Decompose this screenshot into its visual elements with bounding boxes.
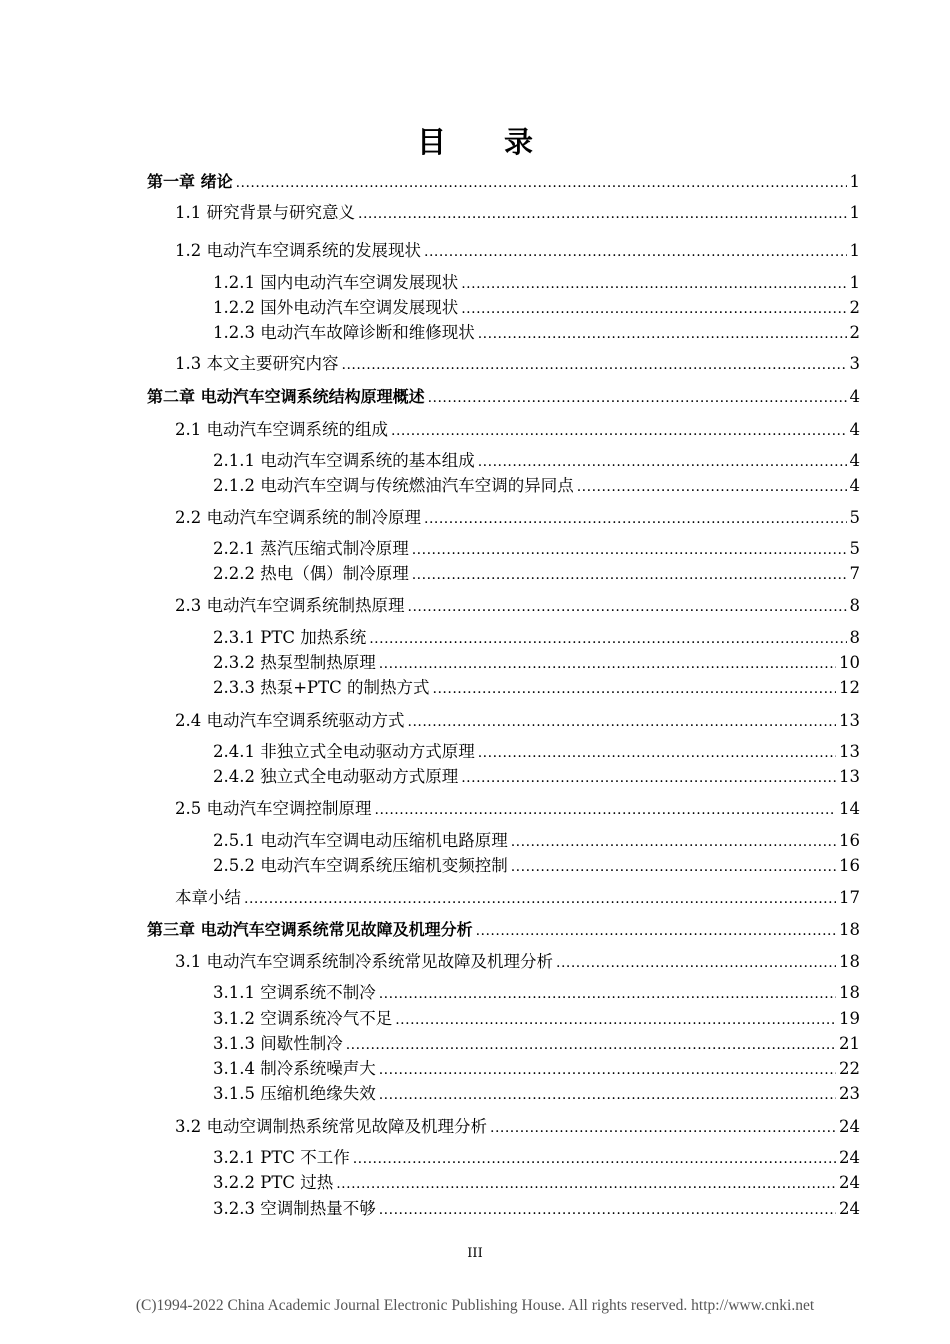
dot-leader	[408, 711, 837, 732]
dot-leader	[478, 323, 847, 344]
toc-entry[interactable]	[175, 799, 860, 820]
toc-label: 2.1.1 电动汽车空调系统的基本组成	[213, 451, 475, 470]
dot-leader	[379, 983, 836, 1004]
toc-entry[interactable]	[175, 203, 860, 224]
dot-leader	[346, 1034, 836, 1055]
toc-label: 2.5.1 电动汽车空调电动压缩机电路原理	[213, 831, 508, 850]
toc-label: 2.1 电动汽车空调系统的组成	[175, 420, 388, 439]
toc-entry[interactable]	[175, 241, 860, 262]
toc-entry[interactable]	[175, 420, 860, 441]
toc-label: 2.2.2 热电（偶）制冷原理	[213, 564, 409, 583]
toc-page-number: 2	[849, 323, 860, 342]
toc-page-number: 4	[849, 451, 860, 470]
toc-page-number: 10	[839, 653, 860, 672]
toc-entry[interactable]	[147, 172, 860, 193]
toc-page-number: 24	[839, 1117, 860, 1136]
toc-label: 2.5.2 电动汽车空调系统压缩机变频控制	[213, 856, 508, 875]
dot-leader	[490, 1117, 836, 1138]
toc-label: 3.1 电动汽车空调系统制冷系统常见故障及机理分析	[175, 952, 553, 971]
toc-page-number: 1	[849, 203, 860, 222]
dot-leader	[379, 653, 836, 674]
dot-leader	[478, 742, 836, 763]
dot-leader	[379, 1199, 836, 1220]
toc-entry[interactable]	[147, 920, 860, 941]
toc-label: 2.2 电动汽车空调系统的制冷原理	[175, 508, 421, 527]
toc-label: 2.4 电动汽车空调系统驱动方式	[175, 711, 405, 730]
toc-label: 3.1.4 制冷系统噪声大	[213, 1059, 376, 1078]
toc-label: 2.2.1 蒸汽压缩式制冷原理	[213, 539, 409, 558]
toc-entry[interactable]	[213, 1009, 860, 1030]
dot-leader	[336, 1173, 836, 1194]
toc-page-number: 19	[839, 1009, 860, 1028]
toc-label: 1.2.2 国外电动汽车空调发展现状	[213, 298, 459, 317]
toc-label: 3.1.5 压缩机绝缘失效	[213, 1084, 376, 1103]
toc-page-number: 14	[839, 799, 860, 818]
toc-label: 本章小结	[175, 888, 241, 907]
dot-leader	[428, 387, 847, 408]
dot-leader	[375, 799, 837, 820]
toc-entry[interactable]	[175, 508, 860, 529]
toc-entry[interactable]	[175, 596, 860, 617]
toc-label: 2.3 电动汽车空调系统制热原理	[175, 596, 405, 615]
toc-entry[interactable]	[213, 1084, 860, 1105]
toc-label: 3.1.2 空调系统冷气不足	[213, 1009, 393, 1028]
toc-page-number: 4	[849, 476, 860, 495]
toc-page-number: 2	[849, 298, 860, 317]
toc-entry[interactable]	[213, 983, 860, 1004]
dot-leader	[476, 920, 836, 941]
dot-leader	[244, 888, 836, 909]
toc-label: 1.3 本文主要研究内容	[175, 354, 339, 373]
dot-leader	[556, 952, 836, 973]
toc-label: 1.1 研究背景与研究意义	[175, 203, 355, 222]
dot-leader	[577, 476, 847, 497]
toc-page-number: 22	[839, 1059, 860, 1078]
toc-label: 2.3.2 热泵型制热原理	[213, 653, 376, 672]
toc-page-number: 7	[849, 564, 860, 583]
toc-page-number: 1	[849, 273, 860, 292]
toc-page-number: 18	[839, 952, 860, 971]
toc-entry[interactable]	[175, 952, 860, 973]
toc-page-number: 13	[839, 742, 860, 761]
toc-label: 2.1.2 电动汽车空调与传统燃油汽车空调的异同点	[213, 476, 574, 495]
toc-label: 3.1.1 空调系统不制冷	[213, 983, 376, 1002]
toc-label: 2.4.2 独立式全电动驱动方式原理	[213, 767, 459, 786]
dot-leader	[511, 856, 836, 877]
toc-page-number: 18	[839, 983, 860, 1002]
toc-page-number: 24	[839, 1199, 860, 1218]
toc-label: 2.3.1 PTC 加热系统	[213, 628, 367, 647]
dot-leader	[353, 1148, 836, 1169]
toc-page-number: 21	[839, 1034, 860, 1053]
toc-entry[interactable]	[213, 323, 860, 344]
toc-label: 3.2.1 PTC 不工作	[213, 1148, 350, 1167]
toc-label: 3.2.2 PTC 过热	[213, 1173, 334, 1192]
toc-entry[interactable]	[213, 539, 860, 560]
toc-page-number: 17	[839, 888, 860, 907]
toc-label: 1.2.1 国内电动汽车空调发展现状	[213, 273, 459, 292]
toc-label: 3.2.3 空调制热量不够	[213, 1199, 376, 1218]
toc-page-number: 13	[839, 711, 860, 730]
toc-entry[interactable]	[213, 856, 860, 877]
toc-page-number: 18	[839, 920, 860, 939]
dot-leader	[433, 678, 836, 699]
toc-page-number: 1	[849, 241, 860, 260]
toc-entry[interactable]	[213, 831, 860, 852]
toc-entry[interactable]	[175, 888, 860, 909]
toc-entry[interactable]	[213, 653, 860, 674]
page-title: 目 录	[416, 125, 558, 159]
toc-entry[interactable]	[147, 387, 860, 408]
dot-leader	[358, 203, 847, 224]
toc-page-number: 24	[839, 1148, 860, 1167]
dot-leader	[461, 273, 846, 294]
toc-entry[interactable]	[213, 476, 860, 497]
toc-label: 第三章 电动汽车空调系统常见故障及机理分析	[147, 920, 473, 939]
toc-label: 2.5 电动汽车空调控制原理	[175, 799, 372, 818]
page-number: III	[467, 1246, 483, 1261]
toc-page-number: 16	[839, 856, 860, 875]
dot-leader	[412, 564, 847, 585]
toc-entry[interactable]	[213, 628, 860, 649]
toc-page-number: 3	[849, 354, 860, 373]
toc-label: 3.1.3 间歇性制冷	[213, 1034, 343, 1053]
toc-page-number: 5	[849, 539, 860, 558]
toc-entry[interactable]	[175, 711, 860, 732]
dot-leader	[379, 1059, 836, 1080]
toc-entry[interactable]	[213, 1034, 860, 1055]
toc-page-number: 1	[849, 172, 860, 191]
toc-entry[interactable]	[213, 1173, 860, 1194]
dot-leader	[461, 298, 846, 319]
toc-entry[interactable]	[213, 273, 860, 294]
toc-page-number: 8	[849, 596, 860, 615]
toc-entry[interactable]	[213, 1059, 860, 1080]
dot-leader	[511, 831, 836, 852]
toc-label: 2.3.3 热泵+PTC 的制热方式	[213, 678, 430, 697]
toc-page-number: 23	[839, 1084, 860, 1103]
toc-page-number: 16	[839, 831, 860, 850]
toc-label: 第二章 电动汽车空调系统结构原理概述	[147, 387, 425, 406]
dot-leader	[379, 1084, 836, 1105]
dot-leader	[408, 596, 847, 617]
toc-label: 第一章 绪论	[147, 172, 233, 191]
dot-leader	[369, 628, 846, 649]
dot-leader	[391, 420, 847, 441]
toc-entry[interactable]	[213, 678, 860, 699]
toc-entry[interactable]	[213, 1199, 860, 1220]
toc-page-number: 13	[839, 767, 860, 786]
dot-leader	[395, 1009, 836, 1030]
toc-entry[interactable]	[213, 1148, 860, 1169]
toc-label: 1.2.3 电动汽车故障诊断和维修现状	[213, 323, 475, 342]
toc-page-number: 12	[839, 678, 860, 697]
dot-leader	[478, 451, 847, 472]
dot-leader	[461, 767, 836, 788]
toc-entry[interactable]	[175, 354, 860, 375]
toc-entry[interactable]	[213, 767, 860, 788]
copyright-notice: (C)1994-2022 China Academic Journal Electronic Publishing House. All rights reserved. http://www.cnki.net	[135, 1297, 815, 1314]
toc-entry[interactable]	[213, 742, 860, 763]
toc-entry[interactable]	[213, 298, 860, 319]
dot-leader	[412, 539, 847, 560]
toc-label: 1.2 电动汽车空调系统的发展现状	[175, 241, 421, 260]
toc-page-number: 8	[849, 628, 860, 647]
toc-page-number: 5	[849, 508, 860, 527]
dot-leader	[424, 508, 847, 529]
toc-entry[interactable]	[213, 451, 860, 472]
toc-page-number: 4	[849, 387, 860, 406]
dot-leader	[236, 172, 847, 193]
toc-entry[interactable]	[213, 564, 860, 585]
toc-entry[interactable]	[175, 1117, 860, 1138]
dot-leader	[424, 241, 847, 262]
toc-label: 2.4.1 非独立式全电动驱动方式原理	[213, 742, 475, 761]
toc-page-number: 24	[839, 1173, 860, 1192]
toc-page-number: 4	[849, 420, 860, 439]
toc-label: 3.2 电动空调制热系统常见故障及机理分析	[175, 1117, 487, 1136]
dot-leader	[342, 354, 847, 375]
